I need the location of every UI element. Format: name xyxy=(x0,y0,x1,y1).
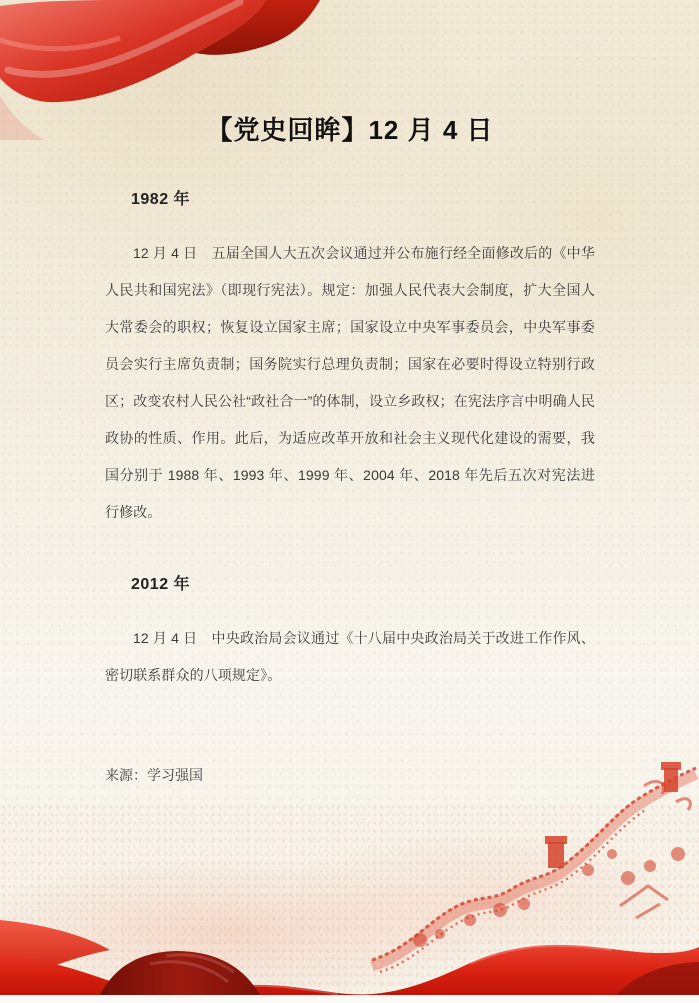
section-year-2012: 2012 年 xyxy=(131,576,191,593)
section-year-1982: 1982 年 xyxy=(131,191,191,208)
article-content xyxy=(105,0,595,785)
pink-haze-texture xyxy=(0,803,699,993)
right-wave-shadow xyxy=(610,962,699,1003)
left-ribbon-tongue xyxy=(0,920,110,990)
dark-red-dome xyxy=(96,951,265,1003)
red-wave-main xyxy=(0,945,699,1003)
great-wall-illustration xyxy=(372,762,696,972)
source-line: 来源：学习强国 xyxy=(105,767,203,783)
page-title: 【党史回眸】12 月 4 日 xyxy=(206,115,494,145)
bottom-red-wave-decoration xyxy=(0,758,699,1003)
section-paragraph-1982: 12 月 4 日 五届全国人大五次会议通过并公布施行经全面修改后的《中华人民共和国宪法》（即现行宪法）。规定：加强人民代表大会制度，扩大全国人大常委会的职权；恢复设立国家主席；国家设立中央军事委员会，中央军事委员会实行主席负责制；国务院实行总理负责制；国家在必要时得设立特别行政区；改变农村人民公社“政社合一”的体制，设立乡政权；在宪法序言中明确人民政协的性质、作用。此后，为适应改革开放和社会主义现代化建设的需要，我国分别于 1988 年、1993 年、1999 年、2004 年、2018 年先后五次对宪法进行修改。 xyxy=(105,245,595,520)
section-paragraph-2012: 12 月 4 日 中央政治局会议通过《十八届中央政治局关于改进工作作风、密切联系群众的八项规定》。 xyxy=(105,630,595,683)
bottom-light-strip xyxy=(0,995,699,1003)
